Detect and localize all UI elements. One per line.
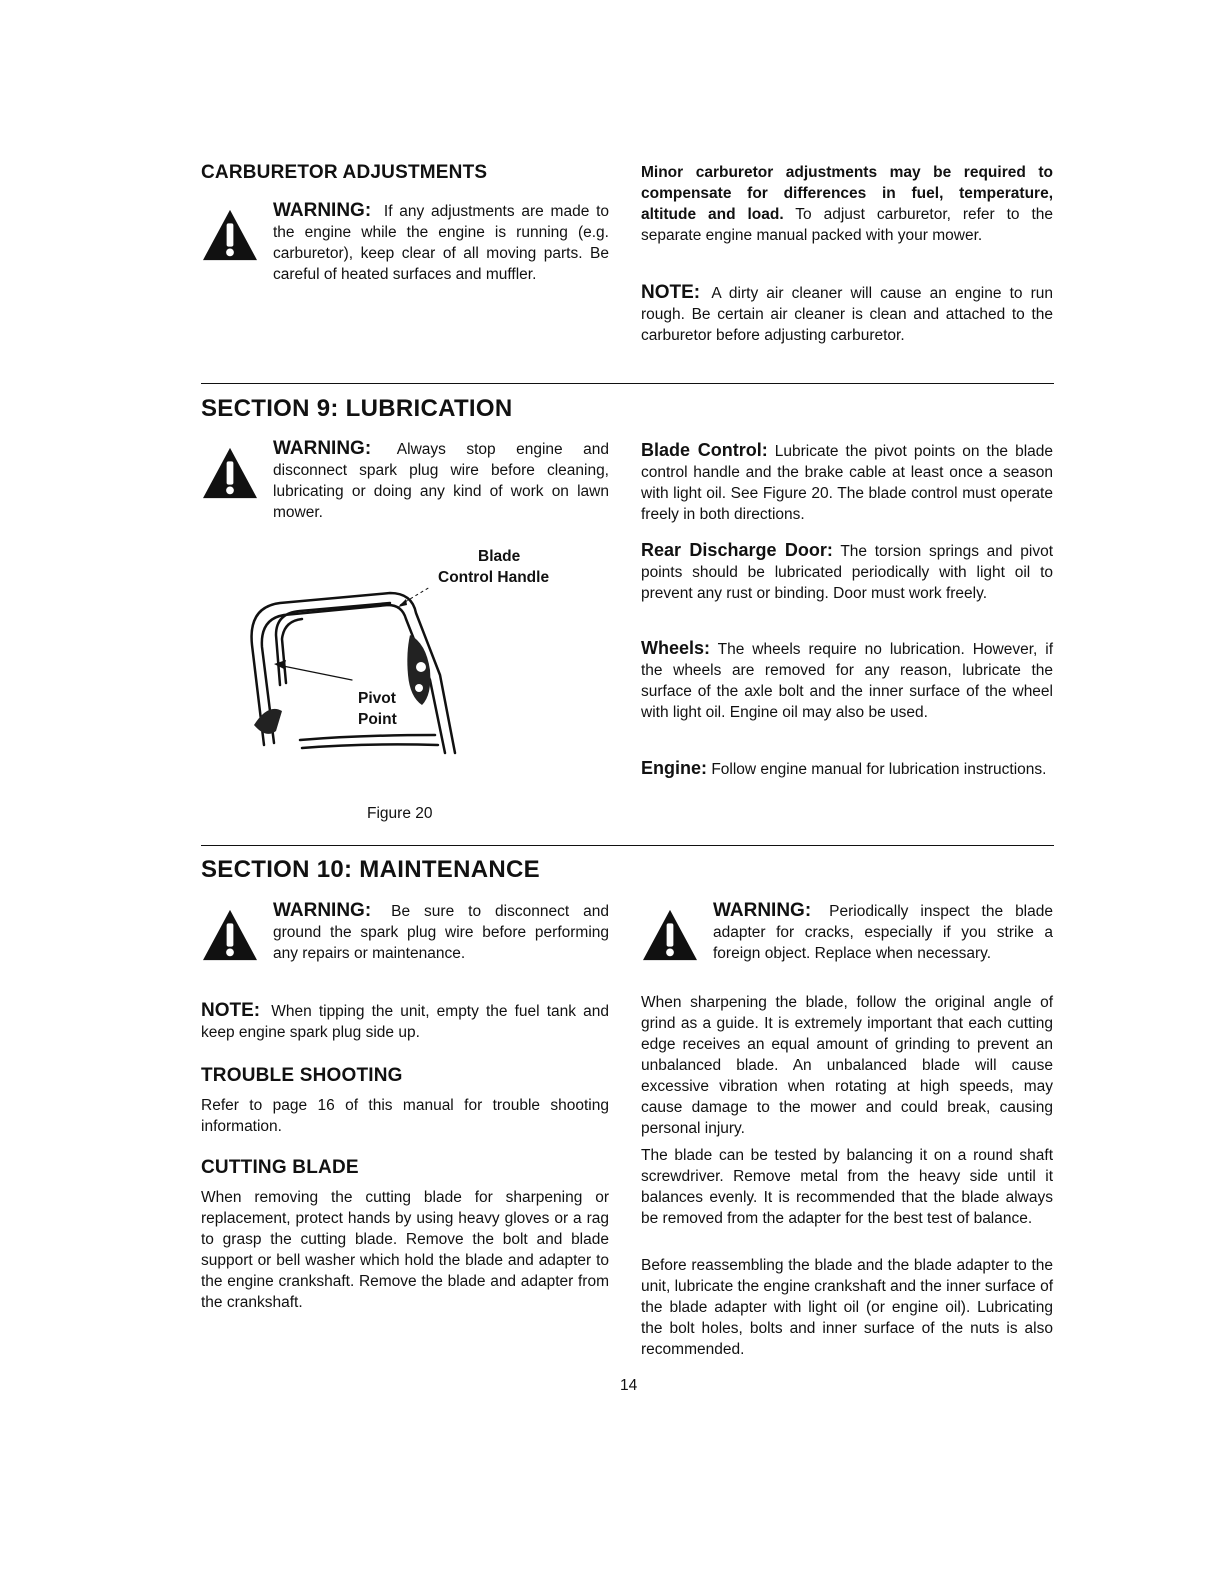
warning-triangle-icon bbox=[641, 908, 699, 962]
item-text: Lubricate the pivot points on the blade control handle and the brake cable at least once a season with light oil. See Figure 20. The blade control must operate freely in both directions. bbox=[641, 443, 1054, 523]
callout-blade-line1: Blade bbox=[478, 548, 521, 565]
sharpening-paragraph: When sharpening the blade, follow the original angle of grind as a guide. It is extremely important that each cutting edge receives an equal amount of grinding to prevent an unbalanced blade. An unbalanced blade will cause excessive vibration when rotating at high speeds, may cause damage to the mower and could break, causing personal injury. bbox=[641, 994, 1053, 1137]
warning-triangle-icon bbox=[201, 446, 259, 500]
page-number: 14 bbox=[620, 1377, 638, 1394]
cutting-blade-text: When removing the cutting blade for sharpening or replacement, protect hands by using heavy gloves or a rag to grasp the cutting blade. Remove the bolt and blade support or bell washer which hold the blade and adapter to the engine crankshaft. Remove the blade and adapter from the crankshaft. bbox=[201, 1189, 609, 1311]
item-label: Rear Discharge Door: bbox=[641, 540, 833, 560]
warning-text: If any adjustments are made to the engine while the engine is running (e.g. carburetor), keep clear of all moving parts. Be careful of heated surfaces and muffler. bbox=[273, 203, 609, 283]
figure-caption: Figure 20 bbox=[367, 805, 433, 822]
cutting-blade-heading: CUTTING BLADE bbox=[201, 1157, 359, 1178]
section-divider bbox=[201, 383, 1054, 384]
item-text: Follow engine manual for lubrication instructions. bbox=[711, 761, 1047, 778]
warning-triangle-icon bbox=[201, 208, 259, 262]
warning-text: Be sure to disconnect and ground the spark plug wire before performing any repairs or maintenance. bbox=[273, 903, 609, 962]
lubrication-heading: SECTION 9: LUBRICATION bbox=[201, 395, 513, 422]
note-label: NOTE: bbox=[641, 282, 701, 303]
callout-blade-line2: Control Handle bbox=[438, 569, 550, 586]
lub-item-wheels bbox=[641, 638, 1053, 723]
lub-item-engine bbox=[641, 758, 1053, 780]
carburetor-note bbox=[641, 282, 1053, 346]
warning-text: Always stop engine and disconnect spark plug wire before cleaning, lubricating or doing any kind of work on lawn mower. bbox=[273, 441, 610, 521]
lubrication-warning bbox=[201, 438, 609, 528]
note-text: When tipping the unit, empty the fuel tank and keep engine spark plug side up. bbox=[201, 1003, 609, 1041]
lub-item-blade-control bbox=[641, 440, 1053, 525]
item-text: The wheels require no lubrication. However, if the wheels are removed for any reason, lubricate the surface of the axle bolt and the inner surface of the wheel with light oil. Engine oil may also be used. bbox=[641, 641, 1053, 721]
warning-label: WARNING: bbox=[713, 900, 812, 921]
warning-label: WARNING: bbox=[273, 438, 372, 459]
blade-adapter-warning bbox=[641, 900, 1053, 990]
trouble-shooting-heading: TROUBLE SHOOTING bbox=[201, 1065, 403, 1086]
maintenance-warning bbox=[201, 900, 609, 970]
warning-text: Periodically inspect the blade adapter for cracks, especially if you strike a foreign object. Replace when necessary. bbox=[713, 903, 1053, 962]
carburetor-warning bbox=[201, 200, 609, 310]
item-label: Blade Control: bbox=[641, 440, 768, 460]
maintenance-heading: SECTION 10: MAINTENANCE bbox=[201, 856, 540, 883]
trouble-shooting-text: Refer to page 16 of this manual for trouble shooting information. bbox=[201, 1097, 609, 1135]
item-text: The torsion springs and pivot points should be lubricated periodically with light oil to prevent any rust or binding. Door must work freely. bbox=[641, 543, 1053, 602]
warning-label: WARNING: bbox=[273, 900, 372, 921]
warning-label: WARNING: bbox=[273, 200, 372, 221]
carburetor-minor-paragraph bbox=[641, 162, 1053, 246]
minor-adjustments-bold: Minor carburetor adjustments may be required to compensate for differences in fuel, temperature, altitude and load. bbox=[641, 164, 1053, 223]
carburetor-heading: CARBURETOR ADJUSTMENTS bbox=[201, 162, 488, 183]
section-divider bbox=[201, 845, 1054, 846]
note-text: A dirty air cleaner will cause an engine to run rough. Be certain air cleaner is clean and attached to the carburetor before adjusting carburetor. bbox=[641, 285, 1054, 344]
item-label: Engine: bbox=[641, 758, 707, 778]
reassembly-paragraph: Before reassembling the blade and the blade adapter to the unit, lubricate the engine crankshaft and the inner surface of the blade adapter with light oil (or engine oil). Lubricating the bolt holes, bolts and inner surface of the nuts is also recommended. bbox=[641, 1257, 1053, 1358]
maintenance-note bbox=[201, 1000, 609, 1043]
callout-pivot-line1: Pivot bbox=[358, 690, 396, 707]
minor-adjustments-text: To adjust carburetor, refer to the separate engine manual packed with your mower. bbox=[641, 206, 1054, 244]
lub-item-rear-discharge-door bbox=[641, 540, 1053, 604]
callout-pivot-line2: Point bbox=[358, 711, 397, 728]
note-label: NOTE: bbox=[201, 1000, 261, 1021]
warning-triangle-icon bbox=[201, 908, 259, 962]
balance-test-paragraph: The blade can be tested by balancing it on a round shaft screwdriver. Remove metal from the heavy side until it balances evenly. It is recommended that the blade always be removed from the adapter for the best test of balance. bbox=[641, 1147, 1053, 1227]
blade-control-handle-illustration bbox=[240, 585, 470, 770]
item-label: Wheels: bbox=[641, 638, 711, 658]
